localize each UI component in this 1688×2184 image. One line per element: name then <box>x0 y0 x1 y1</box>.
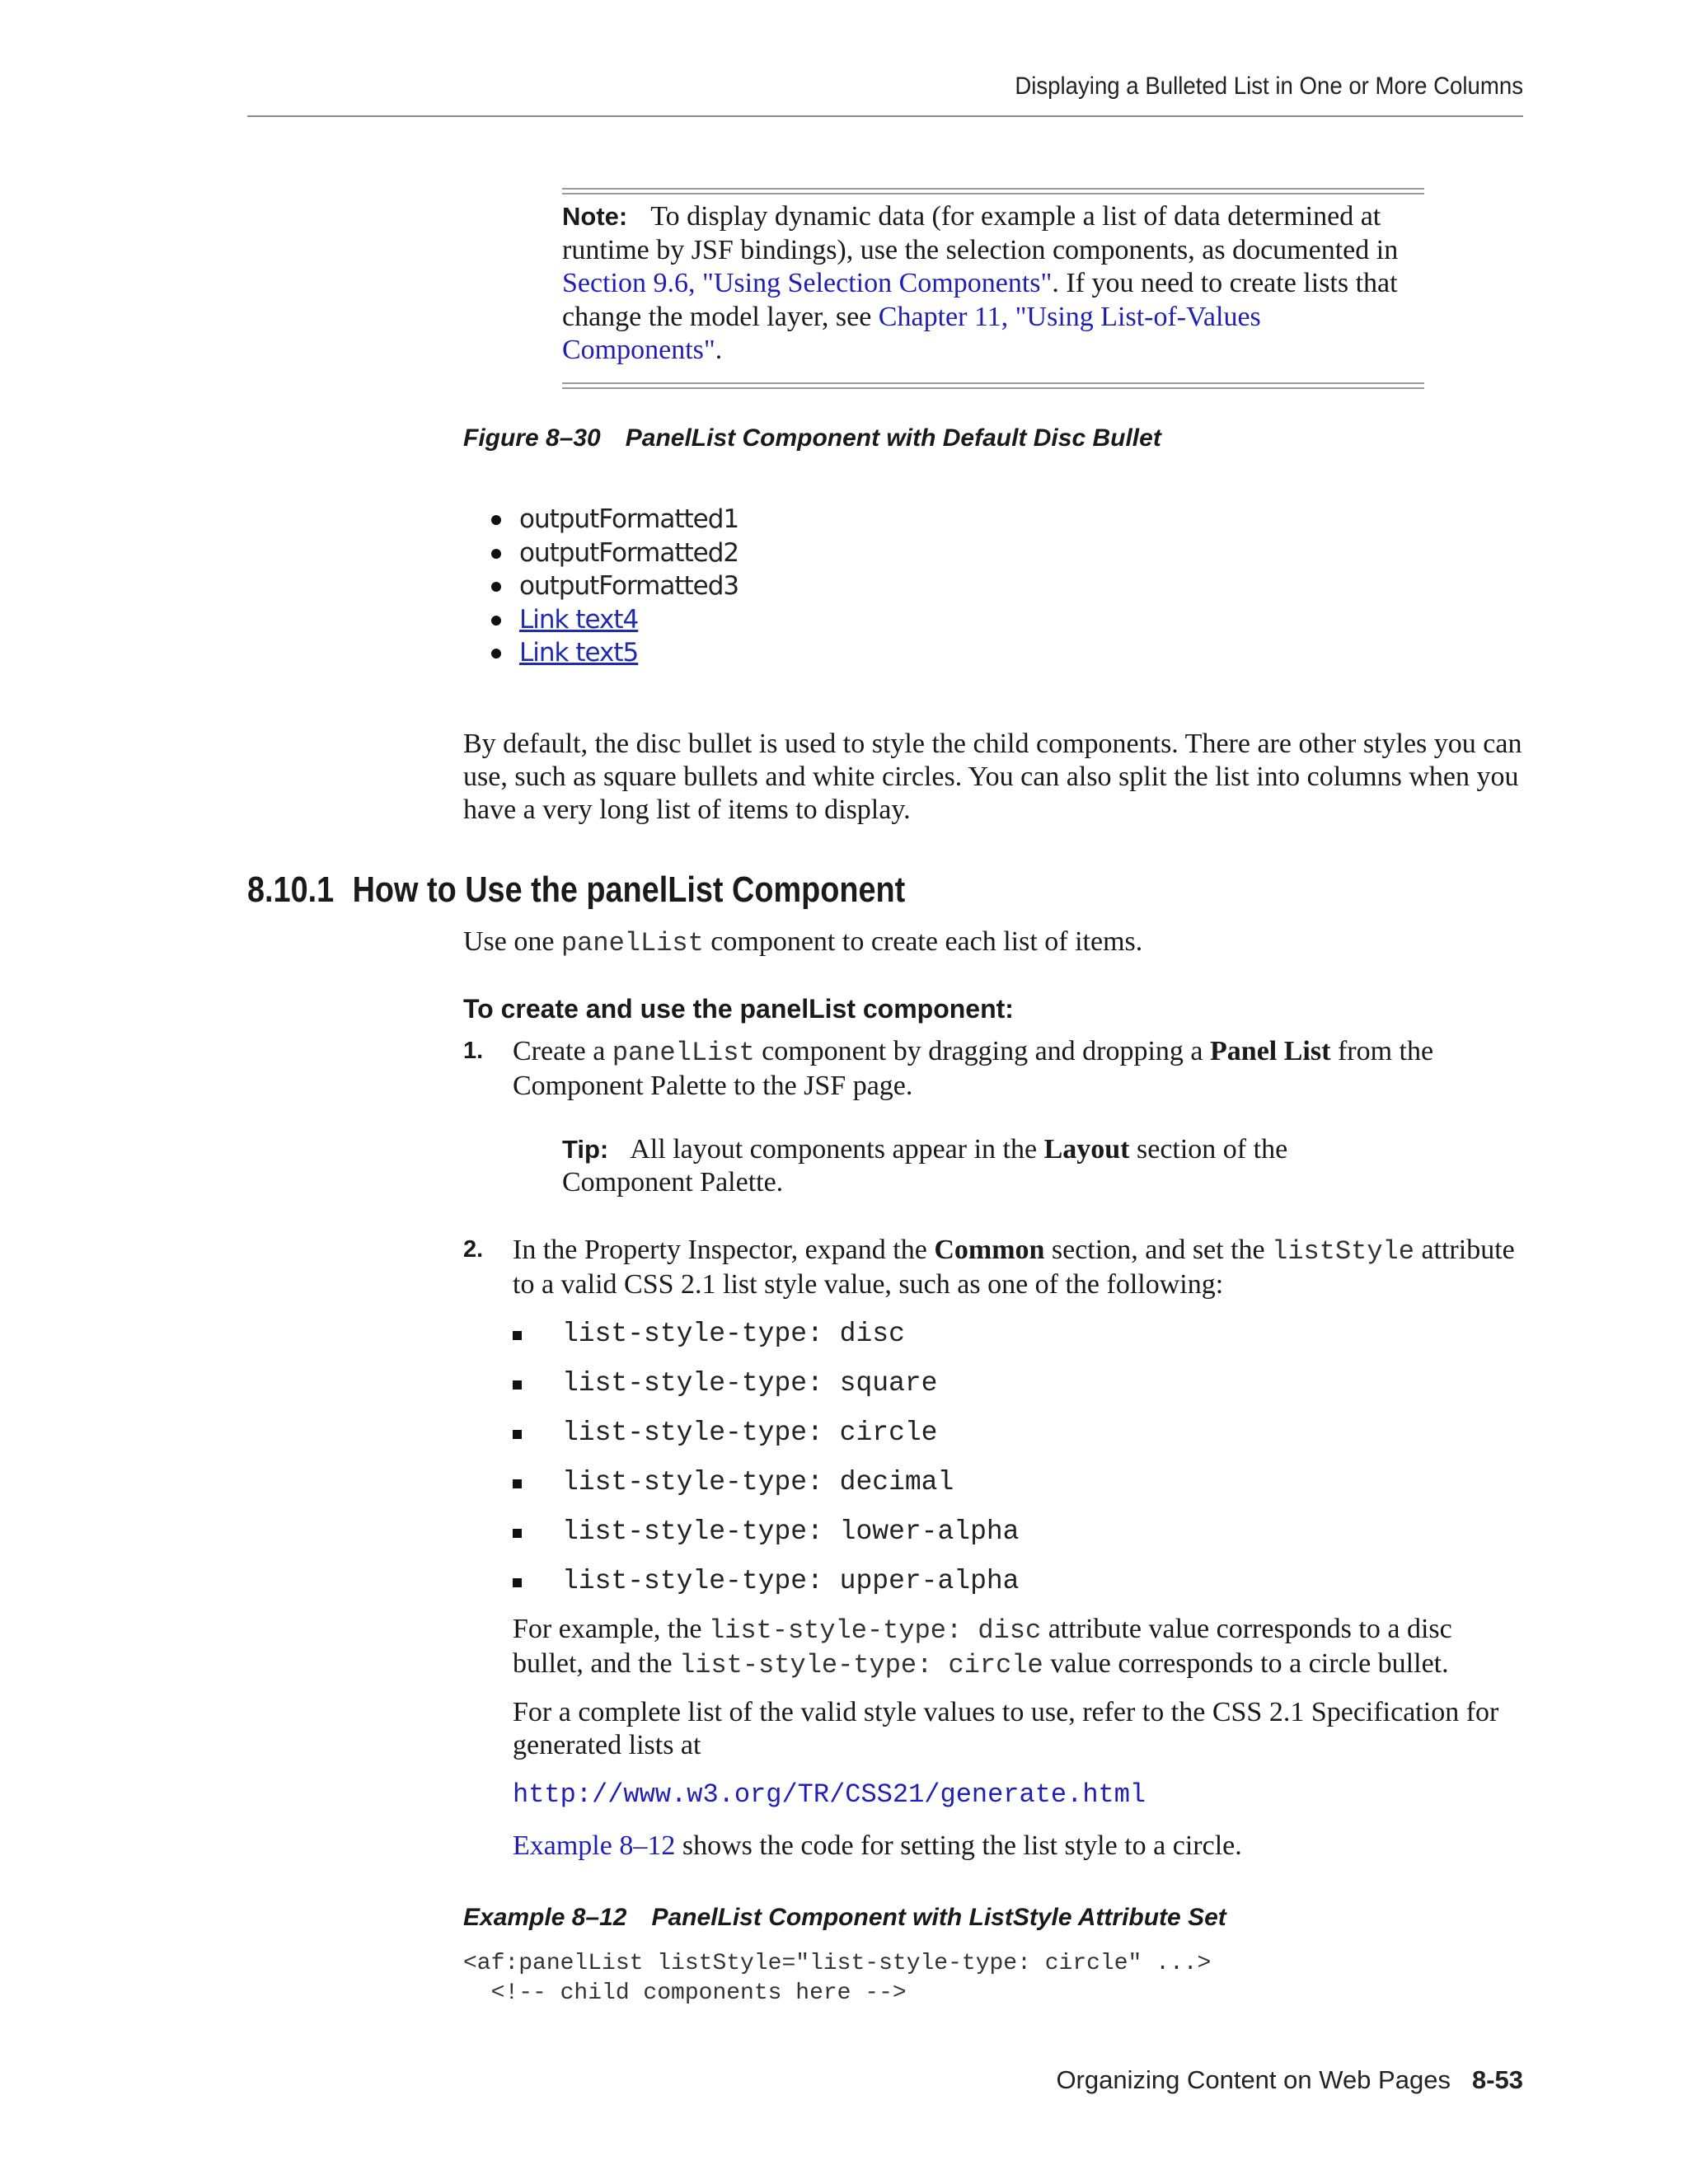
inline-code: list-style-type: circle <box>679 1650 1043 1680</box>
paragraph-text: shows the code for setting the list style to a circle. <box>675 1830 1242 1861</box>
inline-code: panelList <box>612 1038 755 1068</box>
paragraph-text: For example, the <box>513 1614 709 1644</box>
list-item <box>488 636 738 670</box>
example-title: PanelList Component with ListStyle Attribute Set <box>651 1904 1226 1931</box>
bold-term: Common <box>934 1235 1045 1265</box>
style-value: list-style-type: disc <box>562 1319 905 1349</box>
disc-bullet-icon <box>491 515 501 525</box>
note-top-rule <box>562 188 1424 194</box>
style-value-item <box>513 1463 1020 1512</box>
list-item-link[interactable]: Link text5 <box>519 638 639 668</box>
intro-paragraph: By default, the disc bullet is used to style the child components. There are other styles you can use, such as square bullets and white circles. You can also split the list into columns when you have a very long list of items to display. <box>463 729 1522 825</box>
step-text: In the Property Inspector, expand the <box>513 1235 935 1265</box>
list-item-text: outputFormatted2 <box>519 537 739 568</box>
step-text: Create a <box>513 1036 612 1066</box>
example-caption <box>463 1904 1226 1932</box>
square-bullet-icon <box>513 1380 522 1390</box>
spec-paragraph: For a complete list of the valid style values to use, refer to the CSS 2.1 Specification for generated lists at <box>513 1697 1499 1760</box>
style-value-item <box>513 1413 1020 1463</box>
disc-bullet-icon <box>491 649 501 658</box>
style-value: list-style-type: decimal <box>562 1467 954 1497</box>
section-heading <box>247 869 905 911</box>
disc-bullet-icon <box>491 582 501 592</box>
step-text: attribute to a valid CSS 2.1 list style value, such as one of the following: <box>513 1235 1515 1300</box>
style-values-list <box>513 1315 1020 1611</box>
tip-text: section of the Component Palette. <box>562 1134 1288 1197</box>
section-number: 8.10.1 <box>247 869 335 910</box>
chapter-11-link[interactable]: Chapter 11, "Using List-of-Values Components" <box>562 301 1261 365</box>
style-value-item <box>513 1512 1020 1562</box>
header-rule <box>247 115 1523 117</box>
code-block: <af:panelList listStyle="list-style-type: circle" ...> <!-- child components here --> <box>463 1951 1212 2006</box>
note-box <box>562 200 1424 368</box>
square-bullet-icon <box>513 1479 522 1488</box>
section-title: How to Use the panelList Component <box>352 869 906 910</box>
tip-box <box>562 1133 1386 1199</box>
style-value: list-style-type: upper-alpha <box>562 1566 1020 1596</box>
inline-code: listStyle <box>1272 1236 1414 1267</box>
note-label: Note: <box>562 202 628 231</box>
section-lead-text: component to create each list of items. <box>703 926 1143 957</box>
step-1-number: 1. <box>463 1038 484 1064</box>
bold-term: Layout <box>1043 1134 1130 1165</box>
disc-bullet-icon <box>491 616 501 626</box>
figure-title: PanelList Component with Default Disc Bullet <box>625 424 1161 452</box>
tip-text: All layout components appear in the <box>630 1134 1044 1165</box>
paragraph-text: value corresponds to a circle bullet. <box>1043 1648 1449 1679</box>
list-item-link[interactable]: Link text4 <box>519 604 639 635</box>
step-text: section, and set the <box>1044 1235 1273 1265</box>
paragraph-text: attribute value corresponds to a disc bullet, and the <box>513 1614 1452 1679</box>
reference-paragraph <box>513 1830 1526 1863</box>
bold-term: Panel List <box>1210 1036 1331 1066</box>
inline-code: list-style-type: disc <box>708 1615 1042 1646</box>
style-value: list-style-type: square <box>562 1368 938 1399</box>
running-header: Displaying a Bulleted List in One or More Columns <box>1015 73 1523 100</box>
note-text-1: To display dynamic data (for example a list of data determined at runtime by JSF bindings), use the selection components, as documented in <box>562 201 1399 265</box>
list-item <box>488 569 738 603</box>
style-value-item <box>513 1562 1020 1611</box>
list-item <box>488 503 738 537</box>
step-text: from the Component Palette to the JSF page. <box>513 1036 1434 1101</box>
example-8-12-link[interactable]: Example 8–12 <box>513 1830 676 1861</box>
step-2-text <box>513 1234 1526 1301</box>
example-number: Example 8–12 <box>463 1904 627 1931</box>
figure-number: Figure 8–30 <box>463 424 601 452</box>
example-paragraph <box>513 1613 1526 1682</box>
square-bullet-icon <box>513 1529 522 1538</box>
figure-caption <box>463 424 1161 452</box>
square-bullet-icon <box>513 1331 522 1340</box>
list-item-text: outputFormatted1 <box>519 504 739 534</box>
inline-code: panelList <box>560 928 704 958</box>
step-1-text <box>513 1035 1526 1103</box>
list-item-text: outputFormatted3 <box>519 571 739 601</box>
section-lead <box>463 926 1526 960</box>
square-bullet-icon <box>513 1430 522 1439</box>
section-lead-text: Use one <box>463 926 561 957</box>
style-value: list-style-type: circle <box>562 1418 938 1448</box>
style-value-item <box>513 1364 1020 1413</box>
page-footer <box>824 2065 1523 2095</box>
note-text-3: . <box>715 335 723 365</box>
footer-chapter: Organizing Content on Web Pages <box>1056 2065 1451 2094</box>
style-value: list-style-type: lower-alpha <box>562 1516 1020 1547</box>
step-text: component by dragging and dropping a <box>754 1036 1211 1066</box>
style-value-item <box>513 1315 1020 1364</box>
list-item <box>488 537 738 570</box>
page-number: 8-53 <box>1471 2065 1523 2094</box>
css-spec-url-link[interactable]: http://www.w3.org/TR/CSS21/generate.html <box>513 1779 1146 1810</box>
procedure-title: To create and use the panelList component: <box>463 994 1014 1024</box>
section-9-6-link[interactable]: Section 9.6, "Using Selection Components" <box>562 268 1053 298</box>
tip-label: Tip: <box>562 1135 609 1164</box>
list-item <box>488 603 738 637</box>
note-text-2: . If you need to create lists that change the model layer, see <box>562 268 1398 332</box>
panel-list-figure <box>488 503 738 670</box>
note-bottom-rule <box>562 382 1424 389</box>
square-bullet-icon <box>513 1578 522 1587</box>
disc-bullet-icon <box>491 549 501 559</box>
step-2-number: 2. <box>463 1236 484 1263</box>
